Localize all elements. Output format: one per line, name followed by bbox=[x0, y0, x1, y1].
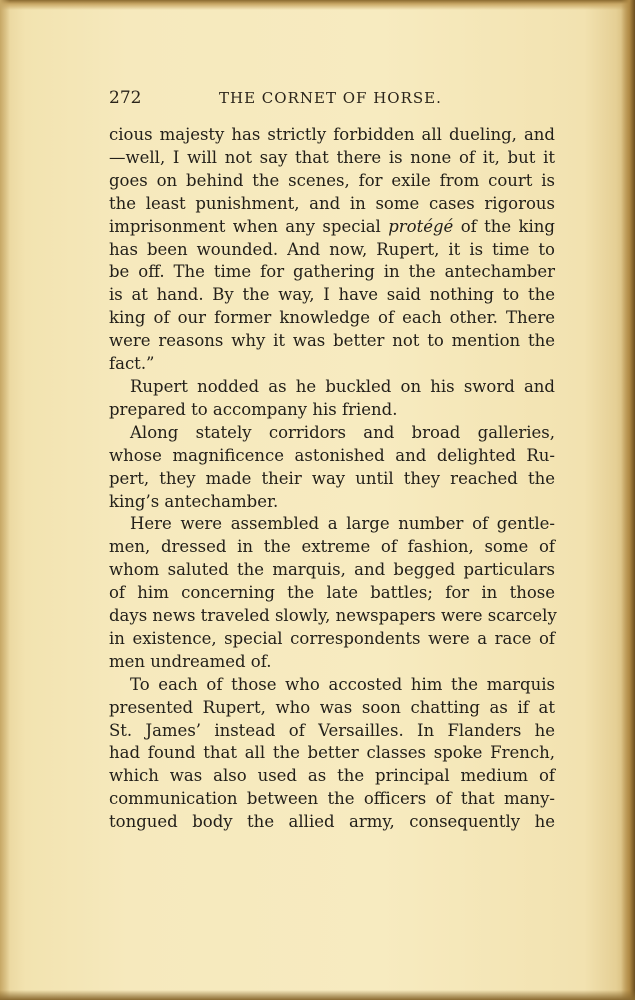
page-header bbox=[109, 88, 555, 112]
text-line: communication between the officers of that many- bbox=[109, 789, 555, 809]
text-line: days news traveled slowly, newspapers were scarcely bbox=[109, 606, 557, 626]
text-line: cious majesty has strictly forbidden all dueling, and bbox=[109, 125, 555, 144]
text-line: be off. The time for gathering in the antechamber bbox=[109, 262, 555, 282]
text-line: is at hand. By the way, I have said nothing to the bbox=[109, 285, 555, 305]
text-line: whose magnificence astonished and delighted Ru- bbox=[109, 445, 555, 465]
text-line: has been wounded. And now, Rupert, it is time to bbox=[109, 239, 555, 259]
page-top-edge bbox=[0, 0, 635, 10]
text-line: men undreamed of. bbox=[109, 651, 272, 671]
page-bottom-edge bbox=[0, 990, 635, 1000]
text-line: whom saluted the marquis, and begged particulars bbox=[109, 560, 555, 580]
text-line: were reasons why it was better not to mention the bbox=[109, 331, 555, 351]
text-line: presented Rupert, who was soon chatting as if at bbox=[109, 697, 555, 717]
text-segment: imprisonment when any special bbox=[109, 216, 389, 236]
running-head: THE CORNET OF HORSE. bbox=[219, 89, 442, 107]
text-line: in existence, special correspondents were a race of bbox=[109, 628, 555, 648]
text-line: St. James’ instead of Versailles. In Flanders he bbox=[109, 720, 555, 740]
text-line: king of our former knowledge of each other. There bbox=[109, 308, 555, 328]
page-number: 272 bbox=[109, 88, 142, 108]
text-line: tongued body the allied army, consequently he bbox=[109, 812, 555, 832]
text-line: Along stately corridors and broad galleries, bbox=[130, 422, 555, 442]
text-line: of him concerning the late battles; for in those bbox=[109, 583, 555, 603]
page-right-edge bbox=[621, 0, 635, 1000]
text-line: the least punishment, and in some cases rigorous bbox=[109, 193, 555, 213]
text-line: —well, I will not say that there is none of it, but it bbox=[109, 147, 555, 167]
text-line: To each of those who accosted him the marquis bbox=[130, 674, 555, 694]
text-line: king’s antechamber. bbox=[109, 491, 279, 511]
text-line: prepared to accompany his friend. bbox=[109, 399, 398, 419]
text-line: had found that all the better classes spoke French, bbox=[109, 743, 555, 763]
page-left-edge bbox=[0, 0, 10, 1000]
italic-word: protégé bbox=[388, 216, 454, 236]
text-line: which was also used as the principal medium of bbox=[109, 766, 555, 786]
text-segment: of the king bbox=[453, 216, 555, 236]
text-line: fact.” bbox=[109, 354, 155, 374]
text-line: men, dressed in the extreme of fashion, some of bbox=[109, 537, 555, 557]
text-line: Rupert nodded as he buckled on his sword and bbox=[130, 376, 555, 396]
text-line: Here were assembled a large number of gentle- bbox=[130, 514, 555, 534]
text-line: pert, they made their way until they reached the bbox=[109, 468, 555, 488]
text-line: goes on behind the scenes, for exile from court is bbox=[109, 170, 555, 190]
body-text bbox=[109, 124, 555, 834]
text-line bbox=[109, 216, 555, 239]
